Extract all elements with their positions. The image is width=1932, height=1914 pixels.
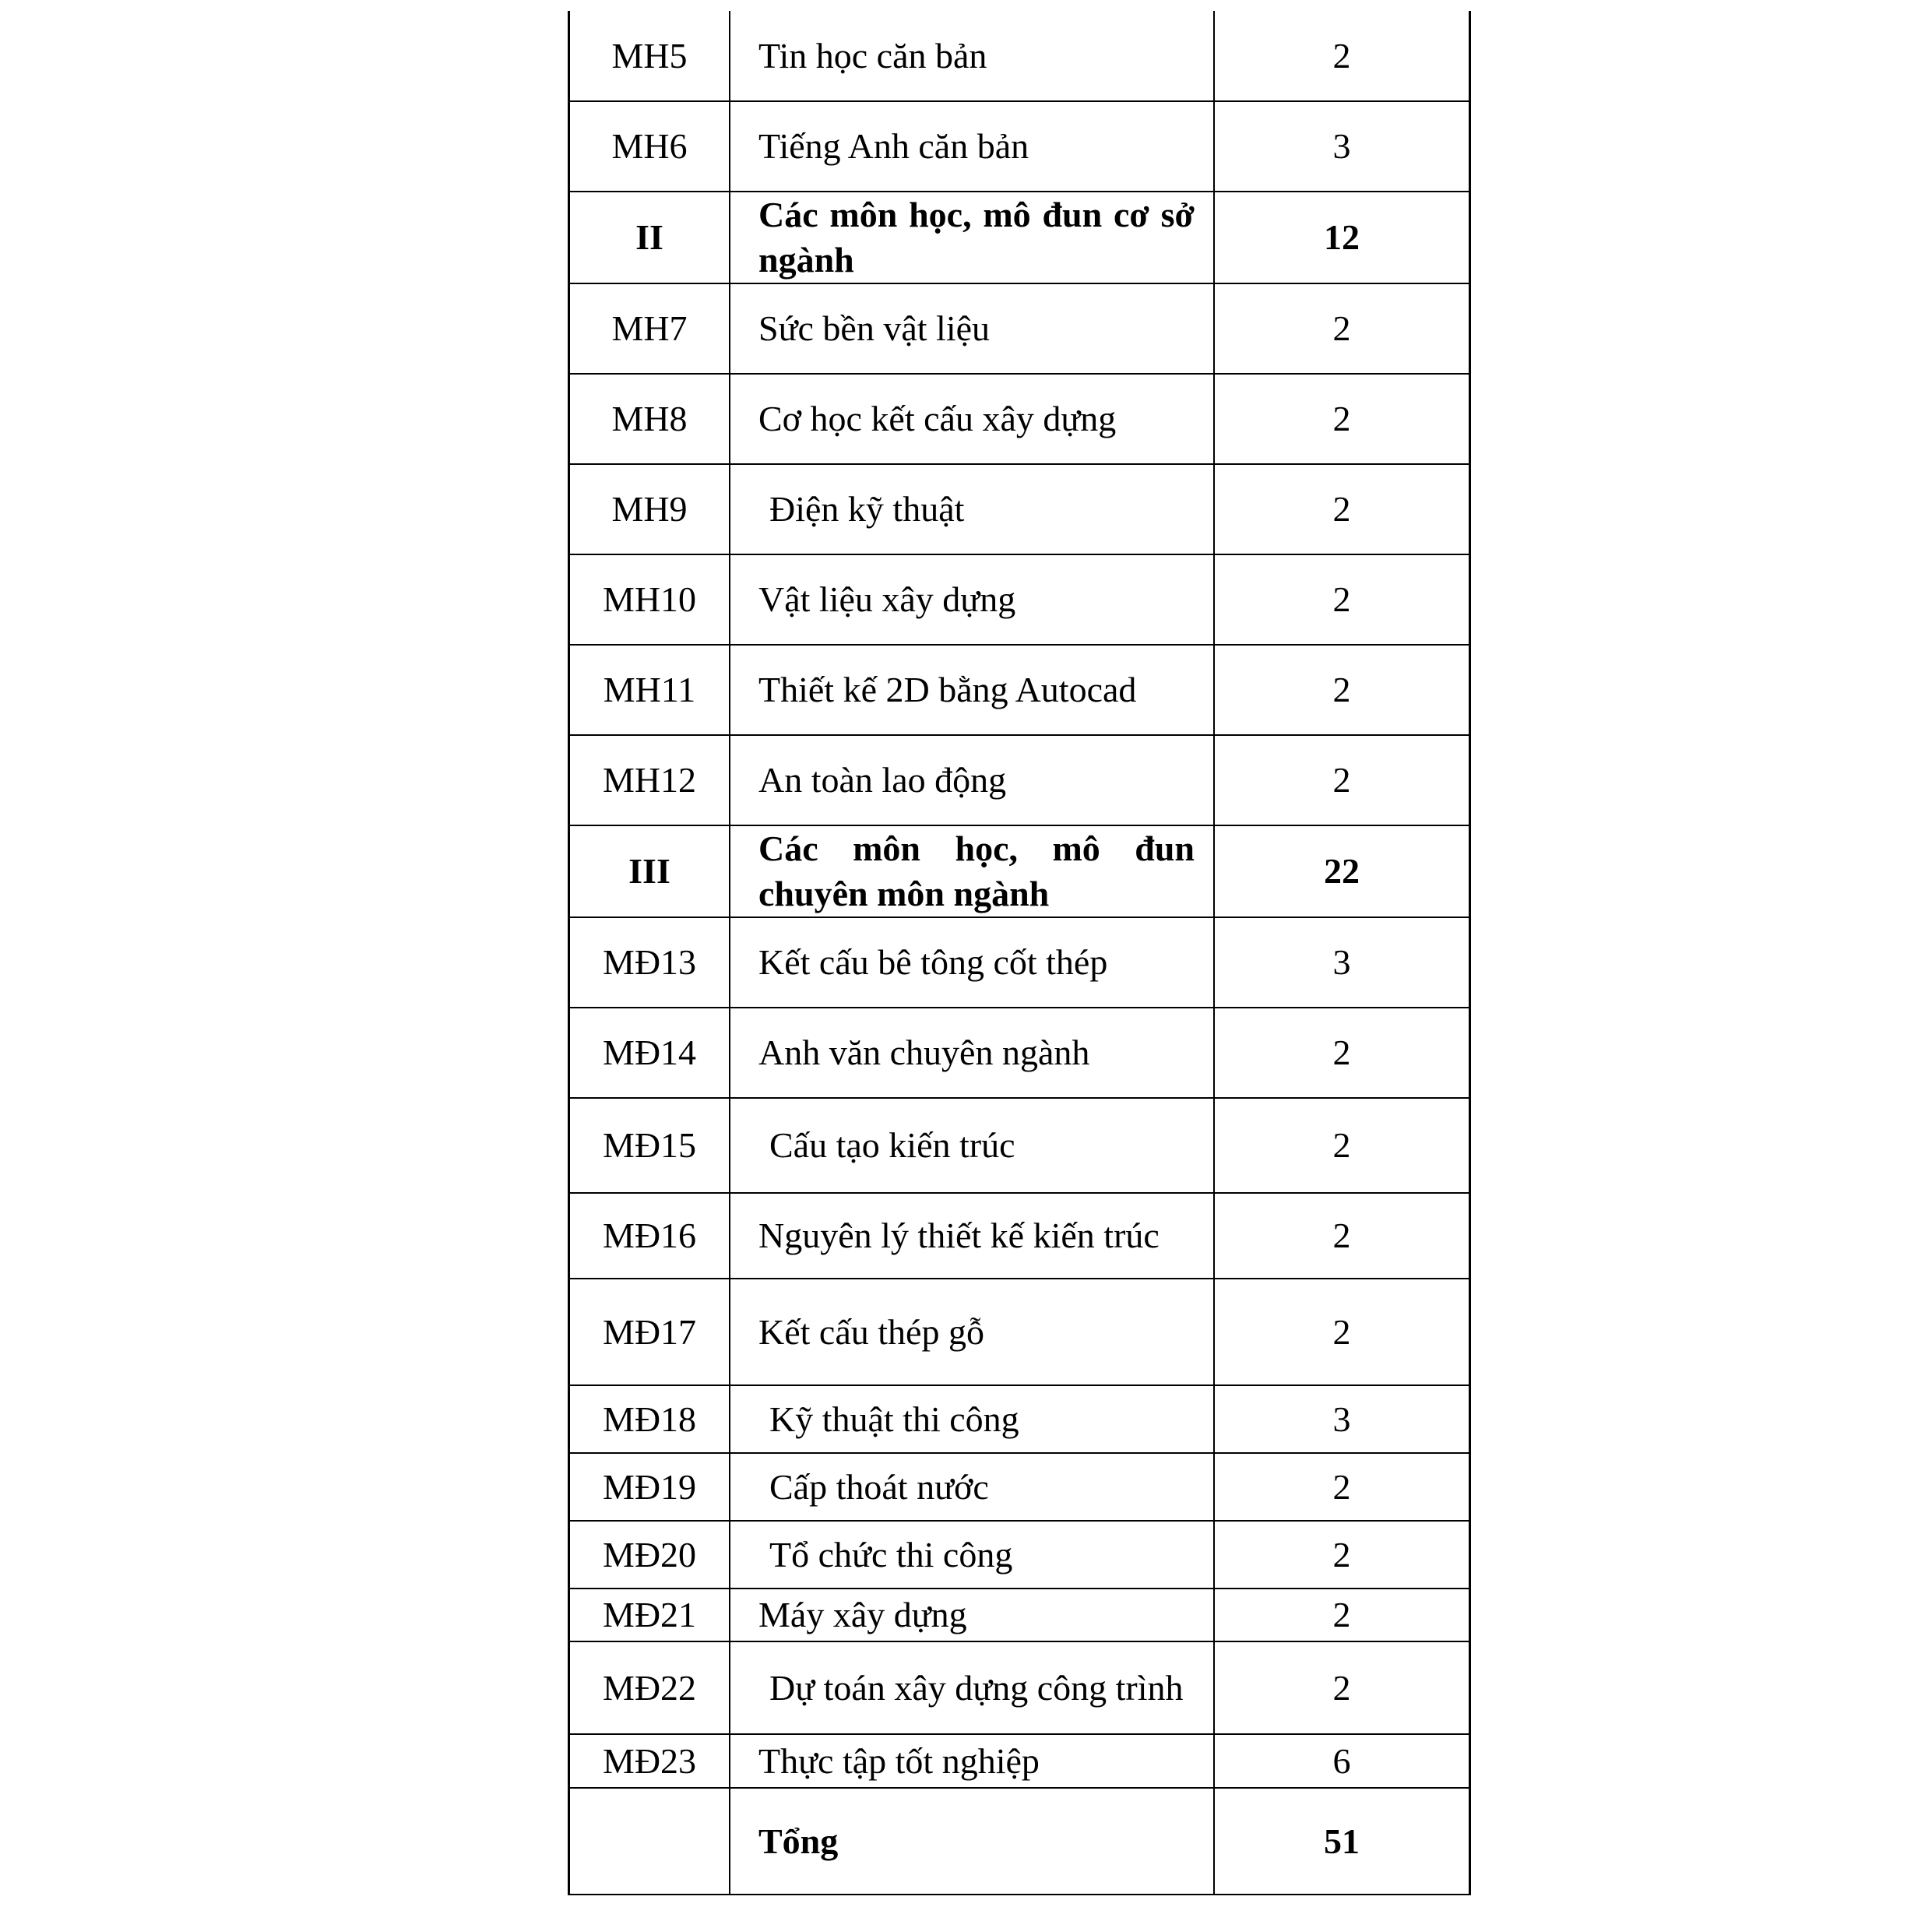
subject-code: MĐ17 [569,1279,730,1385]
subject-credits: 2 [1214,1589,1470,1641]
subject-name: Tổ chức thi công [730,1521,1214,1589]
table-row [569,1008,1470,1098]
subject-name: Sức bền vật liệu [730,283,1214,374]
table-row [569,1279,1470,1385]
subject-code: MĐ23 [569,1734,730,1788]
subject-credits: 2 [1214,11,1470,101]
total-code [569,1788,730,1895]
table-row [569,645,1470,735]
subject-name: Nguyên lý thiết kế kiến trúc [730,1193,1214,1279]
subject-credits: 2 [1214,464,1470,554]
table-row [569,1521,1470,1589]
subject-code: MH11 [569,645,730,735]
curriculum-table-page [568,11,1471,1895]
subject-name: Anh văn chuyên ngành [730,1008,1214,1098]
table-row [569,1193,1470,1279]
table-row [569,11,1470,101]
group-credits: 12 [1214,192,1470,283]
subject-code: MĐ18 [569,1385,730,1453]
subject-credits: 2 [1214,1521,1470,1589]
table-row [569,554,1470,645]
total-credits: 51 [1214,1788,1470,1895]
subject-credits: 2 [1214,1453,1470,1521]
subject-code: MH8 [569,374,730,464]
subject-credits: 3 [1214,1385,1470,1453]
subject-name: Kết cấu bê tông cốt thép [730,917,1214,1008]
subject-name: Tiếng Anh căn bản [730,101,1214,192]
subject-name: Kỹ thuật thi công [730,1385,1214,1453]
subject-code: MĐ19 [569,1453,730,1521]
subject-credits: 2 [1214,554,1470,645]
subject-credits: 2 [1214,374,1470,464]
subject-code: MH6 [569,101,730,192]
subject-name: Dự toán xây dựng công trình [730,1641,1214,1734]
subject-code: MH7 [569,283,730,374]
table-row [569,374,1470,464]
subject-code: MĐ13 [569,917,730,1008]
subject-name: Kết cấu thép gỗ [730,1279,1214,1385]
subject-name: Thực tập tốt nghiệp [730,1734,1214,1788]
subject-name: Thiết kế 2D bằng Autocad [730,645,1214,735]
table-row [569,1453,1470,1521]
subject-code: MH9 [569,464,730,554]
subject-name: Tin học căn bản [730,11,1214,101]
subject-code: MĐ21 [569,1589,730,1641]
group-code: II [569,192,730,283]
table-row [569,1098,1470,1193]
total-row [569,1788,1470,1895]
table-row [569,917,1470,1008]
subject-code: MH12 [569,735,730,825]
subject-code: MH10 [569,554,730,645]
subject-credits: 3 [1214,917,1470,1008]
subject-code: MĐ15 [569,1098,730,1193]
subject-credits: 2 [1214,735,1470,825]
table-row [569,1641,1470,1734]
subject-code: MĐ20 [569,1521,730,1589]
subject-credits: 3 [1214,101,1470,192]
subject-code: MĐ22 [569,1641,730,1734]
table-row [569,1734,1470,1788]
subject-credits: 2 [1214,645,1470,735]
table-row [569,283,1470,374]
curriculum-table [568,11,1471,1895]
subject-credits: 2 [1214,1098,1470,1193]
table-row [569,1589,1470,1641]
group-name: Các môn học, mô đun cơ sở ngành [730,192,1214,283]
table-row [569,101,1470,192]
group-row [569,192,1470,283]
group-row [569,825,1470,917]
group-code: III [569,825,730,917]
subject-credits: 2 [1214,1193,1470,1279]
subject-code: MĐ14 [569,1008,730,1098]
table-row [569,1385,1470,1453]
total-label: Tổng [730,1788,1214,1895]
subject-credits: 2 [1214,1279,1470,1385]
subject-name: Vật liệu xây dựng [730,554,1214,645]
group-name: Các môn học, mô đun chuyên môn ngành [730,825,1214,917]
subject-name: Cơ học kết cấu xây dựng [730,374,1214,464]
subject-credits: 2 [1214,283,1470,374]
curriculum-table-body [569,11,1470,1895]
subject-name: Điện kỹ thuật [730,464,1214,554]
subject-credits: 2 [1214,1008,1470,1098]
subject-credits: 2 [1214,1641,1470,1734]
subject-code: MH5 [569,11,730,101]
subject-name: Cấp thoát nước [730,1453,1214,1521]
group-credits: 22 [1214,825,1470,917]
subject-credits: 6 [1214,1734,1470,1788]
subject-name: Máy xây dựng [730,1589,1214,1641]
subject-name: An toàn lao động [730,735,1214,825]
subject-code: MĐ16 [569,1193,730,1279]
subject-name: Cấu tạo kiến trúc [730,1098,1214,1193]
table-row [569,464,1470,554]
table-row [569,735,1470,825]
